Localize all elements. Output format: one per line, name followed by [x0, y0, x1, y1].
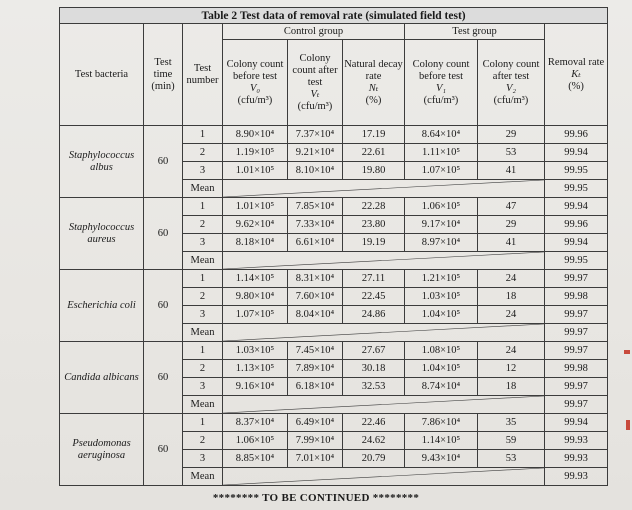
control-after-value: 7.85×10⁴ [288, 198, 343, 216]
control-after-value: 7.99×10⁴ [288, 432, 343, 450]
control-before-value: 1.19×10⁵ [223, 144, 288, 162]
removal-rate-value: 99.96 [545, 216, 608, 234]
test-before-value: 1.11×10⁵ [405, 144, 478, 162]
removal-rate-value: 99.93 [545, 432, 608, 450]
control-before-value: 1.01×10⁵ [223, 162, 288, 180]
control-before-unit: (cfu/m³) [237, 94, 273, 106]
test-after-value: 12 [478, 360, 545, 378]
test-before-label: Colony count before test [412, 58, 470, 82]
control-after-symbol: Vₜ [310, 88, 320, 100]
mean-label: Mean [183, 180, 223, 198]
test-after-value: 35 [478, 414, 545, 432]
test-before-symbol: V₁ [435, 82, 447, 94]
natural-decay-value: 30.18 [343, 360, 405, 378]
test-before-unit: (cfu/m³) [423, 94, 459, 106]
header-control-after [288, 40, 343, 126]
header-control-group: Control group [223, 24, 405, 40]
removal-rate-value: 99.97 [545, 342, 608, 360]
test-before-value: 8.74×10⁴ [405, 378, 478, 396]
natural-decay-value: 17.19 [343, 126, 405, 144]
natural-decay-value: 20.79 [343, 450, 405, 468]
control-before-value: 1.13×10⁵ [223, 360, 288, 378]
test-after-value: 29 [478, 216, 545, 234]
control-before-value: 9.80×10⁴ [223, 288, 288, 306]
natural-decay-value: 27.67 [343, 342, 405, 360]
test-number: 3 [183, 378, 223, 396]
mean-value: 99.95 [545, 180, 608, 198]
test-after-value: 24 [478, 270, 545, 288]
removal-rate-value: 99.93 [545, 450, 608, 468]
test-number: 3 [183, 162, 223, 180]
diagonal-strike [223, 252, 544, 269]
test-before-value: 8.97×10⁴ [405, 234, 478, 252]
diagonal-strike [223, 396, 544, 413]
natural-decay-value: 22.46 [343, 414, 405, 432]
mean-value: 99.97 [545, 396, 608, 414]
removal-symbol: Kₜ [571, 68, 581, 80]
control-before-value: 8.18×10⁴ [223, 234, 288, 252]
natural-decay-value: 24.62 [343, 432, 405, 450]
test-before-value: 1.14×10⁵ [405, 432, 478, 450]
natural-decay-symbol: Nₜ [368, 82, 379, 94]
test-after-value: 41 [478, 234, 545, 252]
natural-decay-label: Natural decay rate [344, 58, 403, 82]
header-time: Test time (min) [144, 24, 183, 126]
control-before-value: 9.16×10⁴ [223, 378, 288, 396]
diagonal-line [223, 252, 544, 269]
test-after-value: 18 [478, 378, 545, 396]
header-test-after [478, 40, 545, 126]
removal-rate-value: 99.97 [545, 306, 608, 324]
control-after-value: 6.49×10⁴ [288, 414, 343, 432]
control-after-value: 7.37×10⁴ [288, 126, 343, 144]
control-before-value: 1.07×10⁵ [223, 306, 288, 324]
mean-blank-cell [223, 252, 545, 270]
test-after-value: 24 [478, 306, 545, 324]
header-bacteria: Test bacteria [60, 24, 144, 126]
control-before-value: 1.01×10⁵ [223, 198, 288, 216]
table-row [60, 198, 608, 216]
mean-value: 99.93 [545, 468, 608, 486]
edge-mark [626, 420, 630, 430]
removal-rate-value: 99.94 [545, 144, 608, 162]
test-after-value: 53 [478, 450, 545, 468]
table-title: Table 2 Test data of removal rate (simulated field test) [60, 8, 608, 24]
test-before-value: 1.04×10⁵ [405, 360, 478, 378]
test-time: 60 [144, 270, 183, 342]
test-before-value: 9.17×10⁴ [405, 216, 478, 234]
diagonal-line [223, 324, 544, 341]
control-before-value: 1.14×10⁵ [223, 270, 288, 288]
natural-decay-value: 19.80 [343, 162, 405, 180]
test-number: 1 [183, 414, 223, 432]
removal-rate-value: 99.96 [545, 126, 608, 144]
test-number: 2 [183, 432, 223, 450]
header-number: Test number [183, 24, 223, 126]
test-time: 60 [144, 126, 183, 198]
removal-rate-value: 99.98 [545, 288, 608, 306]
diagonal-line [223, 468, 544, 485]
removal-rate-table [59, 7, 608, 486]
continued-note: ******** TO BE CONTINUED ******** [212, 492, 420, 504]
bacteria-name: Staphylococcus aureus [60, 198, 144, 270]
removal-rate-value: 99.94 [545, 198, 608, 216]
test-after-symbol: V₂ [505, 82, 517, 94]
natural-decay-value: 22.45 [343, 288, 405, 306]
mean-label: Mean [183, 252, 223, 270]
control-before-value: 8.85×10⁴ [223, 450, 288, 468]
test-number: 1 [183, 342, 223, 360]
diagonal-strike [223, 324, 544, 341]
control-before-value: 8.37×10⁴ [223, 414, 288, 432]
removal-rate-value: 99.94 [545, 414, 608, 432]
mean-value: 99.95 [545, 252, 608, 270]
test-after-value: 24 [478, 342, 545, 360]
table-row [60, 342, 608, 360]
header-removal-rate [545, 24, 608, 126]
diagonal-line [223, 396, 544, 413]
test-after-value: 41 [478, 162, 545, 180]
test-number: 2 [183, 216, 223, 234]
natural-decay-value: 24.86 [343, 306, 405, 324]
control-after-value: 7.01×10⁴ [288, 450, 343, 468]
natural-decay-value: 23.80 [343, 216, 405, 234]
test-after-value: 47 [478, 198, 545, 216]
table-row [60, 414, 608, 432]
control-after-value: 7.89×10⁴ [288, 360, 343, 378]
test-before-value: 1.03×10⁵ [405, 288, 478, 306]
bacteria-name: Pseudomonas aeruginosa [60, 414, 144, 486]
control-before-value: 1.06×10⁵ [223, 432, 288, 450]
control-after-value: 6.61×10⁴ [288, 234, 343, 252]
removal-label: Removal rate [547, 56, 605, 68]
natural-decay-value: 27.11 [343, 270, 405, 288]
test-number: 1 [183, 198, 223, 216]
diagonal-strike [223, 468, 544, 485]
natural-decay-value: 22.28 [343, 198, 405, 216]
test-number: 1 [183, 270, 223, 288]
bacteria-name: Staphylococcus albus [60, 126, 144, 198]
table-row [60, 126, 608, 144]
test-time: 60 [144, 198, 183, 270]
natural-decay-value: 32.53 [343, 378, 405, 396]
control-after-value: 9.21×10⁴ [288, 144, 343, 162]
natural-decay-value: 22.61 [343, 144, 405, 162]
test-before-value: 1.08×10⁵ [405, 342, 478, 360]
removal-rate-value: 99.97 [545, 378, 608, 396]
test-number: 2 [183, 144, 223, 162]
test-number: 3 [183, 450, 223, 468]
control-after-value: 8.04×10⁴ [288, 306, 343, 324]
natural-decay-value: 19.19 [343, 234, 405, 252]
control-after-value: 7.60×10⁴ [288, 288, 343, 306]
test-time: 60 [144, 342, 183, 414]
test-after-value: 29 [478, 126, 545, 144]
control-before-value: 8.90×10⁴ [223, 126, 288, 144]
test-number: 3 [183, 306, 223, 324]
control-after-unit: (cfu/m³) [297, 100, 333, 112]
mean-label: Mean [183, 324, 223, 342]
test-number: 3 [183, 234, 223, 252]
mean-blank-cell [223, 396, 545, 414]
test-time: 60 [144, 414, 183, 486]
removal-rate-value: 99.95 [545, 162, 608, 180]
bacteria-name: Candida albicans [60, 342, 144, 414]
mean-label: Mean [183, 468, 223, 486]
control-before-value: 9.62×10⁴ [223, 216, 288, 234]
mean-label: Mean [183, 396, 223, 414]
removal-rate-value: 99.98 [545, 360, 608, 378]
control-before-label: Colony count before test [226, 58, 284, 82]
test-before-value: 1.04×10⁵ [405, 306, 478, 324]
header-natural-decay [343, 40, 405, 126]
test-number: 1 [183, 126, 223, 144]
removal-rate-value: 99.94 [545, 234, 608, 252]
control-after-label: Colony count after test [292, 52, 338, 88]
table-row [60, 270, 608, 288]
test-before-value: 9.43×10⁴ [405, 450, 478, 468]
test-before-value: 1.21×10⁵ [405, 270, 478, 288]
test-before-value: 7.86×10⁴ [405, 414, 478, 432]
natural-decay-unit: (%) [365, 94, 382, 106]
removal-rate-value: 99.97 [545, 270, 608, 288]
test-after-value: 59 [478, 432, 545, 450]
test-after-value: 53 [478, 144, 545, 162]
test-number: 2 [183, 360, 223, 378]
test-before-value: 1.06×10⁵ [405, 198, 478, 216]
control-after-value: 8.10×10⁴ [288, 162, 343, 180]
control-after-value: 7.45×10⁴ [288, 342, 343, 360]
control-before-symbol: V₀ [249, 82, 261, 94]
header-test-before [405, 40, 478, 126]
mean-blank-cell [223, 324, 545, 342]
test-number: 2 [183, 288, 223, 306]
mean-value: 99.97 [545, 324, 608, 342]
control-after-value: 6.18×10⁴ [288, 378, 343, 396]
test-after-unit: (cfu/m³) [493, 94, 529, 106]
control-after-value: 8.31×10⁴ [288, 270, 343, 288]
test-after-value: 18 [478, 288, 545, 306]
bacteria-name: Escherichia coli [60, 270, 144, 342]
test-after-label: Colony count after test [482, 58, 540, 82]
edge-mark [624, 350, 630, 354]
diagonal-strike [223, 180, 544, 197]
test-before-value: 1.07×10⁵ [405, 162, 478, 180]
removal-unit: (%) [568, 80, 584, 92]
header-test-group: Test group [405, 24, 545, 40]
mean-blank-cell [223, 180, 545, 198]
table-body [60, 126, 608, 486]
control-before-value: 1.03×10⁵ [223, 342, 288, 360]
diagonal-line [223, 180, 544, 197]
header-control-before [223, 40, 288, 126]
mean-blank-cell [223, 468, 545, 486]
test-before-value: 8.64×10⁴ [405, 126, 478, 144]
control-after-value: 7.33×10⁴ [288, 216, 343, 234]
